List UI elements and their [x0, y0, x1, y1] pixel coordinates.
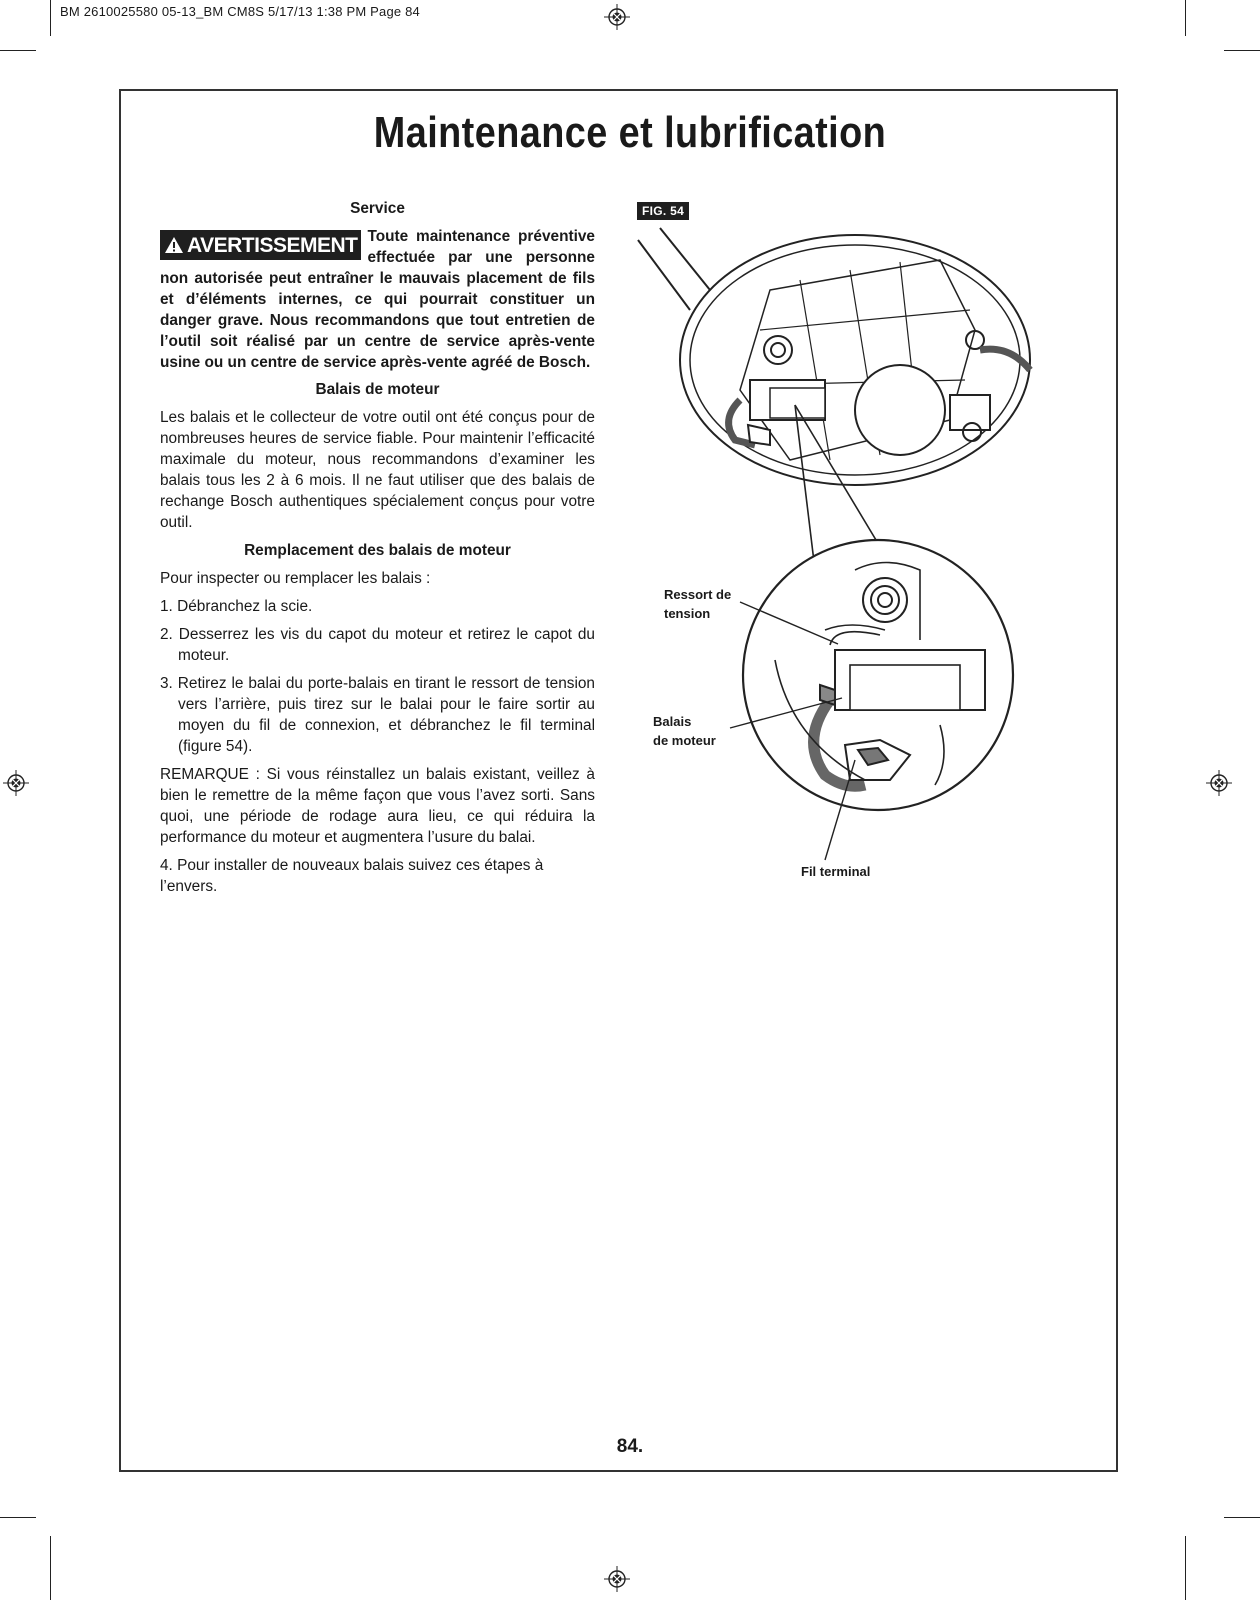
callout-spring-line1: Ressort de	[664, 587, 732, 602]
page-number: 84.	[616, 1436, 644, 1457]
warning-badge-label: AVERTISSEMENT	[187, 233, 358, 257]
crop-mark	[1185, 1536, 1186, 1600]
callout-brush-line1: Balais	[653, 714, 692, 729]
callout-spring-line2: tension	[664, 606, 711, 621]
callout-spring	[664, 585, 731, 623]
step-item: 3. Retirez le balai du porte-balais en tirant le ressort de tension vers l’arrière, puis tirez sur le balai pour le faire sortir au moyen du fil de connexion, et débranchez le fil terminal (figure 54).	[160, 675, 595, 755]
crop-mark	[1224, 1517, 1260, 1518]
printer-slug: BM 2610025580 05-13_BM CM8S 5/17/13 1:38 PM Page 84	[60, 4, 420, 19]
warning-block	[160, 226, 595, 373]
crop-mark	[50, 1536, 51, 1600]
note-paragraph: REMARQUE : Si vous réinstallez un balais existant, veillez à bien le remettre de la même façon que vous l’avez sorti. Sans quoi, une période de rodage aura lieu, ce qui réduira la performance du moteur et augmentera l’usure du balai.	[160, 766, 595, 846]
step-item: 1. Débranchez la scie.	[160, 598, 313, 615]
page-title: Maintenance et lubrification	[373, 108, 887, 157]
warning-badge	[160, 230, 361, 260]
brushes-paragraph: Les balais et le collecteur de votre outil ont été conçus pour de nombreuses heures de service fiable. Pour maintenir l’efficacité maximale du moteur, nous recommandons d’examiner les balais tous les 2 à 6 mois. Il ne faut utiliser que des balais de rechange Bosch authentiques spécialement conçus pour votre outil.	[160, 409, 595, 531]
callout-brush-line2: de moteur	[653, 733, 716, 748]
registration-mark-icon	[1206, 770, 1232, 796]
callout-terminal-wire: Fil terminal	[801, 864, 871, 879]
replacement-heading: Remplacement des balais de moteur	[244, 542, 511, 559]
crop-mark	[0, 1517, 36, 1518]
brushes-heading: Balais de moteur	[315, 381, 440, 398]
steps-list	[160, 596, 595, 757]
step-four: 4. Pour installer de nouveaux balais suivez ces étapes à l’envers.	[160, 857, 544, 895]
motor-brush-illustration	[620, 220, 1100, 890]
warning-triangle-icon	[164, 236, 184, 254]
registration-mark-icon	[604, 4, 630, 30]
crop-mark	[1224, 50, 1260, 51]
registration-mark-icon	[3, 770, 29, 796]
figure-label: FIG. 54	[637, 202, 689, 220]
warning-text: Toute maintenance préventive effectuée par une personne non autorisée peut entraîner le mauvais placement de fils et d’éléments internes, ce qui pourrait constituer un danger grave. Nous recommandons que tout entretien de l’outil soit réalisé par un centre de service après-vente usine ou un centre de service après-vente agréé de Bosch.	[160, 228, 595, 371]
step-item: 2. Desserrez les vis du capot du moteur et retirez le capot du moteur.	[160, 626, 595, 664]
crop-mark	[1185, 0, 1186, 36]
service-heading: Service	[350, 200, 405, 217]
crop-mark	[50, 0, 51, 36]
registration-mark-icon	[604, 1566, 630, 1592]
crop-mark	[0, 50, 36, 51]
text-column	[160, 198, 595, 904]
replacement-intro: Pour inspecter ou remplacer les balais :	[160, 570, 431, 587]
callout-brush	[653, 712, 716, 750]
